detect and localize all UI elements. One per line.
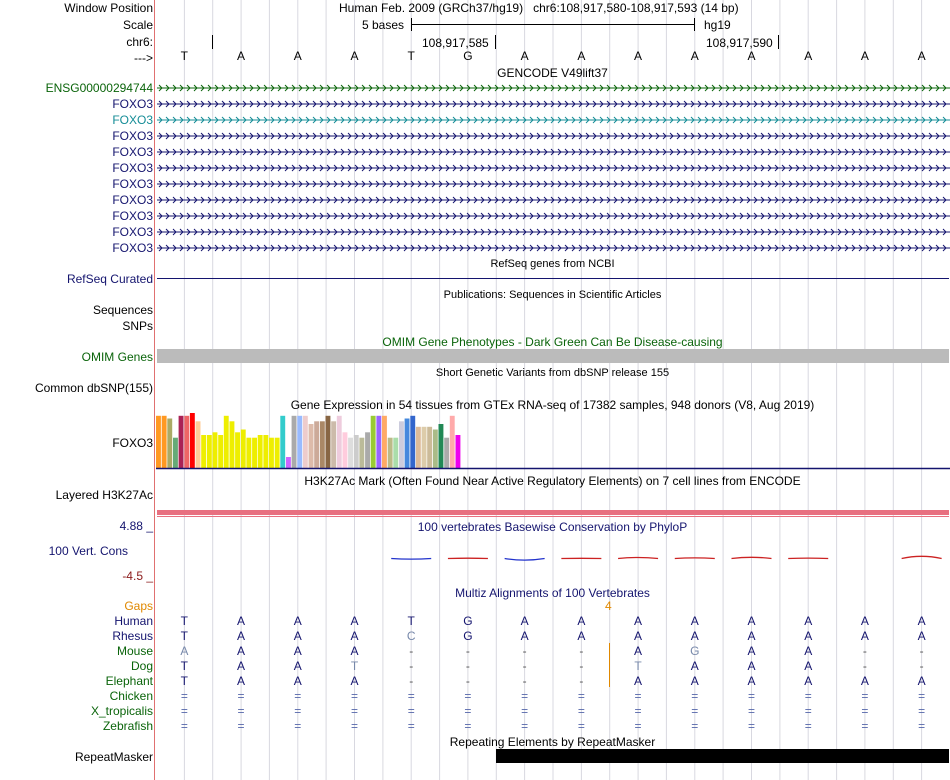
- multiz-base: =: [237, 689, 245, 703]
- multiz-base: T: [180, 674, 189, 688]
- multiz-base: A: [690, 674, 699, 688]
- multiz-base: =: [407, 719, 415, 733]
- gtex-tissue-bar: [179, 416, 184, 468]
- gtex-tissue-bar: [348, 438, 353, 468]
- multiz-base: =: [577, 704, 585, 718]
- dbsnp-title[interactable]: Short Genetic Variants from dbSNP release 155: [435, 367, 670, 379]
- multiz-species-label[interactable]: Dog: [130, 659, 153, 673]
- multiz-base: =: [294, 719, 302, 733]
- multiz-base: A: [577, 614, 586, 628]
- gtex-tissue-bar: [173, 438, 178, 468]
- gencode-transcript[interactable]: [157, 179, 950, 189]
- scale-bar-right-tick: [694, 18, 695, 31]
- gtex-tissue-bar: [252, 438, 257, 468]
- gtex-label[interactable]: FOXO3: [112, 436, 153, 450]
- multiz-base: =: [464, 704, 472, 718]
- publications-snps-label[interactable]: SNPs: [122, 319, 153, 333]
- multiz-base: A: [634, 629, 643, 643]
- gtex-tissue-bar: [393, 438, 398, 468]
- scale-bar: [411, 24, 695, 25]
- multiz-base: T: [180, 614, 189, 628]
- gencode-transcript[interactable]: [157, 83, 950, 93]
- multiz-base: C: [406, 629, 416, 643]
- phylop-ymin: -4.5 _: [122, 569, 153, 583]
- multiz-base: -: [579, 674, 584, 688]
- gtex-tissue-bar: [213, 432, 218, 468]
- phylop-score-mark: [391, 559, 431, 560]
- multiz-base: =: [918, 719, 926, 733]
- multiz-base: A: [747, 659, 756, 673]
- gtex-title[interactable]: Gene Expression in 54 tissues from GTEx RNA-seq of 17382 samples, 948 donors (V8, Aug 2019): [290, 398, 815, 412]
- gtex-tissue-bar: [326, 416, 331, 468]
- multiz-base: A: [350, 644, 359, 658]
- multiz-base: =: [350, 719, 358, 733]
- multiz-base: =: [918, 704, 926, 718]
- sequence-base: T: [407, 49, 415, 63]
- multiz-base: A: [747, 629, 756, 643]
- multiz-base: =: [691, 719, 699, 733]
- gtex-tissue-bar: [309, 424, 314, 468]
- gtex-tissue-bar: [167, 419, 172, 469]
- multiz-base: -: [409, 674, 414, 688]
- phylop-plot[interactable]: [156, 534, 950, 582]
- multiz-base: =: [237, 719, 245, 733]
- window-position-value: Human Feb. 2009 (GRCh37/hg19) chr6:108,917,580-108,917,593 (14 bp): [339, 1, 739, 15]
- gtex-tissue-bar: [230, 421, 235, 468]
- multiz-base: =: [804, 719, 812, 733]
- sequence-base: A: [917, 49, 926, 63]
- gtex-tissue-bar: [184, 416, 189, 468]
- phylop-score-mark: [618, 558, 658, 559]
- multiz-base: -: [465, 644, 470, 658]
- multiz-base: =: [861, 719, 869, 733]
- sequence-base: A: [520, 49, 529, 63]
- scale-bar-left-tick: [411, 18, 412, 31]
- omim-bar[interactable]: [157, 349, 949, 363]
- multiz-base: A: [747, 614, 756, 628]
- multiz-species-label[interactable]: Rhesus: [112, 629, 153, 643]
- multiz-base: T: [407, 614, 415, 628]
- gencode-transcript[interactable]: [157, 115, 950, 125]
- multiz-base: =: [804, 704, 812, 718]
- multiz-base: =: [237, 704, 245, 718]
- gtex-tissue-bar: [399, 421, 404, 468]
- multiz-base: =: [464, 689, 472, 703]
- gtex-tissue-bar: [190, 413, 195, 468]
- gtex-tissue-bar: [258, 435, 263, 468]
- gencode-transcript[interactable]: [157, 211, 950, 221]
- phylop-ymax: 4.88 _: [119, 519, 153, 533]
- multiz-base: =: [180, 719, 188, 733]
- multiz-base: A: [634, 674, 643, 688]
- gencode-transcript[interactable]: [157, 195, 950, 205]
- multiz-base: =: [634, 719, 642, 733]
- multiz-base: -: [465, 674, 470, 688]
- multiz-base: A: [520, 629, 529, 643]
- gtex-tissue-bar: [331, 421, 336, 468]
- multiz-base: =: [747, 689, 755, 703]
- gtex-tissue-bar: [218, 435, 223, 468]
- gencode-track-label[interactable]: FOXO3: [112, 129, 153, 143]
- sequence-base: A: [804, 49, 813, 63]
- h3k27ac-signal[interactable]: [157, 510, 949, 515]
- gtex-tissue-bar: [365, 432, 370, 468]
- gtex-tissue-bar: [246, 438, 251, 468]
- multiz-base: G: [463, 614, 473, 628]
- gencode-transcript[interactable]: [157, 99, 950, 109]
- multiz-base: A: [577, 629, 586, 643]
- gtex-tissue-bar: [388, 438, 393, 468]
- h3k27ac-label[interactable]: Layered H3K27Ac: [55, 488, 153, 502]
- gtex-tissue-bar: [196, 421, 201, 468]
- multiz-gaps-value[interactable]: 4: [605, 599, 612, 613]
- refseq-title[interactable]: RefSeq genes from NCBI: [490, 258, 615, 270]
- multiz-base: -: [919, 644, 924, 658]
- multiz-base: =: [521, 689, 529, 703]
- multiz-base: A: [747, 674, 756, 688]
- omim-title[interactable]: OMIM Gene Phenotypes - Dark Green Can Be Disease-causing: [382, 335, 723, 349]
- gtex-tissue-bar: [354, 435, 359, 468]
- multiz-base: A: [860, 629, 869, 643]
- gtex-tissue-bar: [280, 416, 285, 468]
- multiz-base: A: [804, 644, 813, 658]
- multiz-base: -: [579, 659, 584, 673]
- multiz-base: =: [747, 719, 755, 733]
- multiz-base: A: [804, 659, 813, 673]
- multiz-base: -: [862, 644, 867, 658]
- sequence-base: A: [577, 49, 586, 63]
- scale-assembly: hg19: [704, 18, 731, 32]
- multiz-base: A: [747, 644, 756, 658]
- multiz-base: A: [804, 629, 813, 643]
- multiz-base: A: [804, 614, 813, 628]
- gtex-tissue-bar: [241, 430, 246, 469]
- multiz-base: A: [917, 674, 926, 688]
- label-separator: [154, 0, 155, 780]
- gtex-tissue-bar: [269, 438, 274, 468]
- phylop-score-mark: [902, 556, 942, 558]
- gencode-track-label[interactable]: FOXO3: [112, 193, 153, 207]
- gencode-track-label[interactable]: FOXO3: [112, 225, 153, 239]
- gtex-tissue-bar: [263, 435, 268, 468]
- multiz-base: =: [294, 689, 302, 703]
- gtex-tissue-bar: [297, 416, 302, 468]
- multiz-base: A: [237, 644, 246, 658]
- multiz-base: A: [860, 674, 869, 688]
- gtex-tissue-bar: [207, 435, 212, 468]
- multiz-base: =: [180, 689, 188, 703]
- multiz-base: A: [917, 614, 926, 628]
- multiz-base: A: [520, 614, 529, 628]
- gencode-track-label[interactable]: ENSG00000294744: [45, 81, 153, 95]
- repeatmasker-title[interactable]: Repeating Elements by RepeatMasker: [449, 735, 656, 749]
- gtex-tissue-bar: [405, 419, 410, 469]
- gencode-track-label[interactable]: FOXO3: [112, 161, 153, 175]
- multiz-base: =: [294, 704, 302, 718]
- multiz-base: =: [804, 689, 812, 703]
- multiz-base: A: [237, 674, 246, 688]
- gtex-tissue-bar: [320, 421, 325, 468]
- h3k27ac-title[interactable]: H3K27Ac Mark (Often Found Near Active Regulatory Elements) on 7 cell lines from ENCODE: [304, 474, 801, 488]
- gtex-tissue-bar: [371, 416, 376, 468]
- gtex-tissue-bar: [314, 421, 319, 468]
- gtex-tissue-bar: [359, 438, 364, 468]
- publications-sequences-label[interactable]: Sequences: [92, 303, 153, 317]
- gencode-transcript[interactable]: [157, 131, 950, 141]
- sequence-base: A: [350, 49, 359, 63]
- multiz-base: A: [293, 674, 302, 688]
- multiz-base: =: [180, 704, 188, 718]
- sequence-base: A: [860, 49, 869, 63]
- gtex-tissue-bar: [303, 416, 308, 468]
- gencode-transcript[interactable]: [157, 147, 950, 157]
- multiz-base: =: [634, 689, 642, 703]
- phylop-title[interactable]: 100 vertebrates Basewise Conservation by PhyloP: [417, 520, 688, 534]
- multiz-base: =: [350, 704, 358, 718]
- gencode-track-label[interactable]: FOXO3: [112, 209, 153, 223]
- multiz-species-label[interactable]: Mouse: [116, 644, 153, 658]
- multiz-base: T: [350, 659, 359, 673]
- multiz-base: -: [409, 659, 414, 673]
- gencode-track-label[interactable]: FOXO3: [112, 145, 153, 159]
- multiz-base: -: [919, 659, 924, 673]
- gtex-tissue-bar: [410, 416, 415, 468]
- multiz-base: T: [634, 659, 642, 673]
- gtex-tissue-bar: [235, 432, 240, 468]
- sequence-base: T: [180, 49, 189, 63]
- gtex-tissue-bar: [224, 416, 229, 468]
- multiz-base: =: [691, 704, 699, 718]
- sequence-base: A: [293, 49, 302, 63]
- ruler-pos-2: 108,917,590: [706, 36, 773, 50]
- multiz-base: =: [918, 689, 926, 703]
- omim-label[interactable]: OMIM Genes: [81, 350, 153, 364]
- multiz-base: -: [522, 659, 527, 673]
- multiz-base: A: [350, 614, 359, 628]
- gtex-tissue-bar: [162, 416, 167, 468]
- gtex-tissue-bar: [439, 424, 444, 468]
- multiz-base: =: [521, 704, 529, 718]
- multiz-base: A: [237, 614, 246, 628]
- sequence-base: G: [463, 49, 473, 63]
- gtex-tissue-bar: [376, 416, 381, 468]
- multiz-base: A: [350, 674, 359, 688]
- gencode-transcript[interactable]: [157, 163, 950, 173]
- sequence-base: A: [690, 49, 699, 63]
- multiz-base: A: [690, 659, 699, 673]
- publications-title[interactable]: Publications: Sequences in Scientific Articles: [443, 289, 662, 301]
- multiz-base: A: [293, 659, 302, 673]
- gencode-transcript[interactable]: [157, 227, 950, 237]
- ruler-tick-3: [778, 35, 779, 49]
- gencode-track-label[interactable]: FOXO3: [112, 177, 153, 191]
- multiz-base: -: [522, 644, 527, 658]
- gtex-tissue-bar: [450, 416, 455, 468]
- multiz-base: -: [579, 644, 584, 658]
- multiz-base: =: [577, 719, 585, 733]
- scale-value: 5 bases: [362, 18, 405, 32]
- multiz-species-label[interactable]: Chicken: [109, 689, 153, 703]
- gencode-track-label[interactable]: FOXO3: [112, 241, 153, 255]
- gtex-tissue-bar: [286, 457, 291, 468]
- multiz-gaps-label[interactable]: Gaps: [124, 599, 153, 613]
- gtex-tissue-bar: [444, 438, 449, 468]
- gtex-tissue-bar: [156, 416, 161, 468]
- gtex-bar-chart[interactable]: [156, 412, 950, 470]
- dbsnp-label[interactable]: Common dbSNP(155): [34, 381, 153, 395]
- sequence-base: A: [747, 49, 756, 63]
- multiz-base: T: [180, 629, 189, 643]
- multiz-species-label[interactable]: Human: [114, 614, 153, 628]
- multiz-base: A: [293, 644, 302, 658]
- repeatmasker-label[interactable]: RepeatMasker: [74, 750, 153, 764]
- multiz-base: =: [577, 689, 585, 703]
- gencode-track-label[interactable]: FOXO3: [112, 97, 153, 111]
- multiz-base: =: [634, 704, 642, 718]
- scale-label: Scale: [122, 18, 153, 32]
- multiz-base: =: [861, 704, 869, 718]
- gtex-tissue-bar: [275, 438, 280, 468]
- h3k27ac-baseline: [157, 516, 949, 517]
- phylop-score-mark: [675, 558, 715, 559]
- multiz-base: A: [634, 614, 643, 628]
- repeatmasker-element[interactable]: [496, 749, 949, 763]
- multiz-title[interactable]: Multiz Alignments of 100 Vertebrates: [455, 586, 650, 600]
- multiz-base: =: [407, 704, 415, 718]
- multiz-species-label[interactable]: Zebrafish: [102, 719, 153, 733]
- multiz-base: =: [350, 689, 358, 703]
- multiz-base: -: [465, 659, 470, 673]
- gtex-tissue-bar: [337, 416, 342, 468]
- ruler-tick-1: [212, 35, 213, 49]
- multiz-base: =: [521, 719, 529, 733]
- multiz-base: A: [350, 629, 359, 643]
- gtex-tissue-bar: [433, 430, 438, 469]
- multiz-base: -: [862, 659, 867, 673]
- sequence-base: A: [237, 49, 246, 63]
- multiz-base: A: [237, 659, 246, 673]
- gtex-tissue-bar: [427, 427, 432, 468]
- multiz-base: -: [522, 674, 527, 688]
- multiz-base: -: [409, 644, 414, 658]
- multiz-base: A: [634, 644, 643, 658]
- multiz-species-label[interactable]: Elephant: [105, 674, 153, 688]
- phylop-score-mark: [732, 557, 772, 558]
- gtex-tissue-bar: [456, 435, 461, 468]
- refseq-line: [157, 278, 949, 279]
- multiz-base: A: [860, 614, 869, 628]
- gtex-tissue-bar: [422, 427, 427, 468]
- phylop-label[interactable]: 100 Vert. Cons: [48, 544, 128, 558]
- chrom-label: chr6:: [126, 35, 153, 49]
- multiz-base: =: [691, 689, 699, 703]
- gtex-tissue-bar: [292, 416, 297, 468]
- multiz-base: G: [690, 644, 700, 658]
- gencode-transcript[interactable]: [157, 243, 950, 253]
- multiz-base: T: [180, 659, 189, 673]
- ruler-tick-2: [495, 35, 496, 49]
- sequence-label: --->: [134, 51, 153, 65]
- multiz-base: =: [861, 689, 869, 703]
- multiz-base: =: [407, 689, 415, 703]
- multiz-base: =: [464, 719, 472, 733]
- multiz-base: A: [804, 674, 813, 688]
- multiz-base: A: [237, 629, 246, 643]
- gtex-tissue-bar: [201, 435, 206, 468]
- multiz-base: A: [917, 629, 926, 643]
- multiz-species-label[interactable]: X_tropicalis: [90, 704, 153, 718]
- gtex-tissue-bar: [416, 427, 421, 468]
- gencode-title[interactable]: GENCODE V49lift37: [497, 66, 608, 80]
- multiz-base: A: [293, 629, 302, 643]
- ruler-pos-1: 108,917,585: [422, 36, 489, 50]
- multiz-base: A: [690, 614, 699, 628]
- phylop-score-mark: [505, 559, 545, 561]
- gtex-tissue-bar: [343, 432, 348, 468]
- multiz-base: =: [747, 704, 755, 718]
- insertion-marker[interactable]: [609, 643, 610, 687]
- gencode-track-label[interactable]: FOXO3: [112, 113, 153, 127]
- sequence-base: A: [634, 49, 643, 63]
- gtex-tissue-bar: [382, 416, 387, 468]
- multiz-base: G: [463, 629, 473, 643]
- multiz-base: A: [180, 644, 189, 658]
- multiz-base: A: [293, 614, 302, 628]
- multiz-base: A: [690, 629, 699, 643]
- refseq-label[interactable]: RefSeq Curated: [66, 272, 153, 286]
- window-position-label: Window Position: [64, 1, 153, 15]
